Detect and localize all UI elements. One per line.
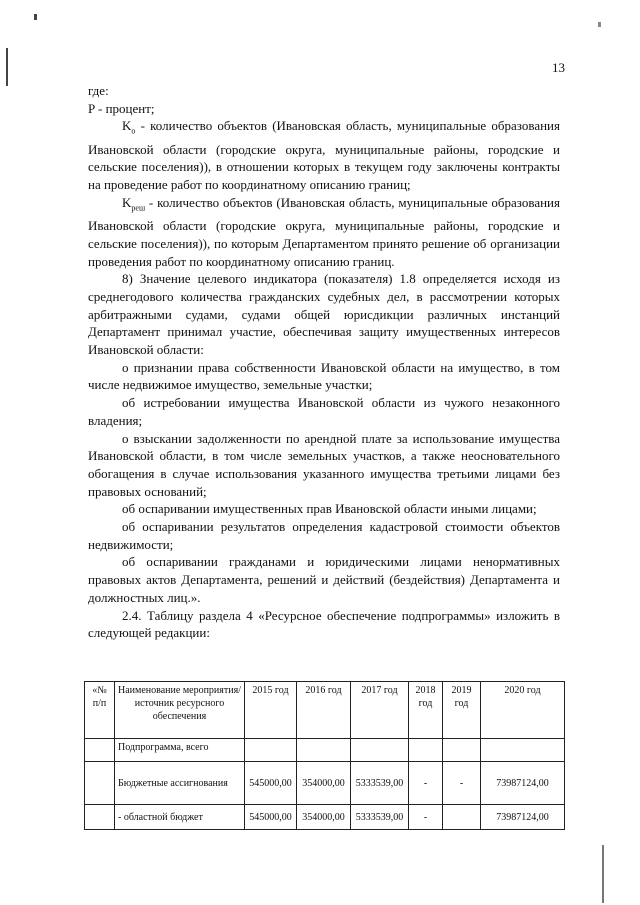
formula-symbol: K: [122, 194, 132, 210]
page-number: 13: [552, 60, 565, 75]
cell: 5333539,00: [351, 805, 409, 830]
cell: 545000,00: [245, 805, 297, 830]
header-2017: 2017 год: [351, 682, 409, 739]
cell: 354000,00: [297, 762, 351, 805]
cell: [245, 739, 297, 762]
table-row: [85, 739, 565, 762]
header-name: Наименование мероприятия/источник ресурсного обеспечения: [115, 682, 245, 739]
cell: [85, 762, 115, 805]
paragraph: об оспаривании результатов определения кадастровой стоимости объектов недвижимости;: [88, 519, 560, 552]
header-2016: 2016 год: [297, 682, 351, 739]
formula-symbol: K: [122, 118, 132, 134]
cell: -: [443, 762, 481, 805]
cell: 73987124,00: [481, 762, 565, 805]
paragraph-text: - количество объектов (Ивановская область, муниципальные образования Ивановской области (городские округа, муниципальные районы, городские и сельские поселения)), по которым Департаментом принято решение об организации проведения работ по координатному описанию границ.: [88, 194, 560, 269]
cell: [409, 739, 443, 762]
paragraph: о признании права собственности Ивановской области на имущество, в том числе недвижимое имущество, земельные участки;: [88, 359, 560, 393]
scan-mark: [34, 14, 37, 20]
paragraph: [88, 117, 560, 193]
cell: 5333539,00: [351, 762, 409, 805]
cell: 545000,00: [245, 762, 297, 805]
cell: -: [409, 805, 443, 830]
paragraph: 2.4. Таблицу раздела 4 «Ресурсное обеспечение подпрограммы» изложить в следующей редакции:: [88, 607, 560, 641]
cell: [481, 739, 565, 762]
paragraph-text: - количество объектов (Ивановская область, муниципальные образования Ивановской области (городские округа, муниципальные районы, городские и сельские поселения)), в отношении которых в текущем году заключены контракты на проведение работ по координатному описанию границ;: [88, 118, 560, 193]
header-2020: 2020 год: [481, 682, 565, 739]
cell: 73987124,00: [481, 805, 565, 830]
formula-subscript: о: [131, 127, 136, 136]
document-body: [88, 82, 560, 642]
header-2018: 2018 год: [409, 682, 443, 739]
paragraph: об оспаривании гражданами и юридическими лицами ненормативных правовых актов Департамента, решений и действий (бездействия) Департамента и должностных лиц.».: [88, 554, 560, 605]
cell: [443, 739, 481, 762]
header-2019: 2019 год: [443, 682, 481, 739]
cell: [297, 739, 351, 762]
paragraph: P - процент;: [88, 100, 155, 116]
paragraph: об истребовании имущества Ивановской области из чужого незаконного владения;: [88, 395, 560, 428]
paragraph: о взыскании задолженности по арендной плате за использование имущества Ивановской области, в том числе земельных участков, а также неосновательного обогащения в случае использования указанного имущества третьими лицами без правовых оснований;: [88, 430, 560, 499]
cell: -: [409, 762, 443, 805]
cell: 354000,00: [297, 805, 351, 830]
resource-table: [84, 681, 565, 830]
paragraph: [88, 194, 560, 270]
table-row: [85, 762, 565, 805]
paragraph: об оспаривании имущественных прав Ивановской области иными лицами;: [122, 501, 537, 517]
paragraph: где:: [88, 83, 109, 98]
cell: [443, 805, 481, 830]
paragraph: 8) Значение целевого индикатора (показателя) 1.8 определяется исходя из среднегодового количества гражданских судебных дел, в рассмотрении которых арбитражными судами, судами общей юрисдикции различных инстанций Департамент принимал участие, обеспечивая защиту имущественных интересов Ивановской области:: [88, 271, 560, 358]
cell: [85, 739, 115, 762]
table-header-row: [85, 682, 565, 739]
scan-mark: [598, 22, 601, 27]
formula-subscript: реш: [131, 203, 146, 213]
cell: [85, 805, 115, 830]
scan-mark: [6, 48, 8, 86]
cell: - областной бюджет: [115, 805, 245, 830]
cell: [351, 739, 409, 762]
scan-mark: [602, 845, 604, 903]
header-num: «№ п/п: [85, 682, 115, 739]
cell: Бюджетные ассигнования: [115, 762, 245, 805]
header-2015: 2015 год: [245, 682, 297, 739]
table-row: [85, 805, 565, 830]
cell: Подпрограмма, всего: [115, 739, 245, 762]
